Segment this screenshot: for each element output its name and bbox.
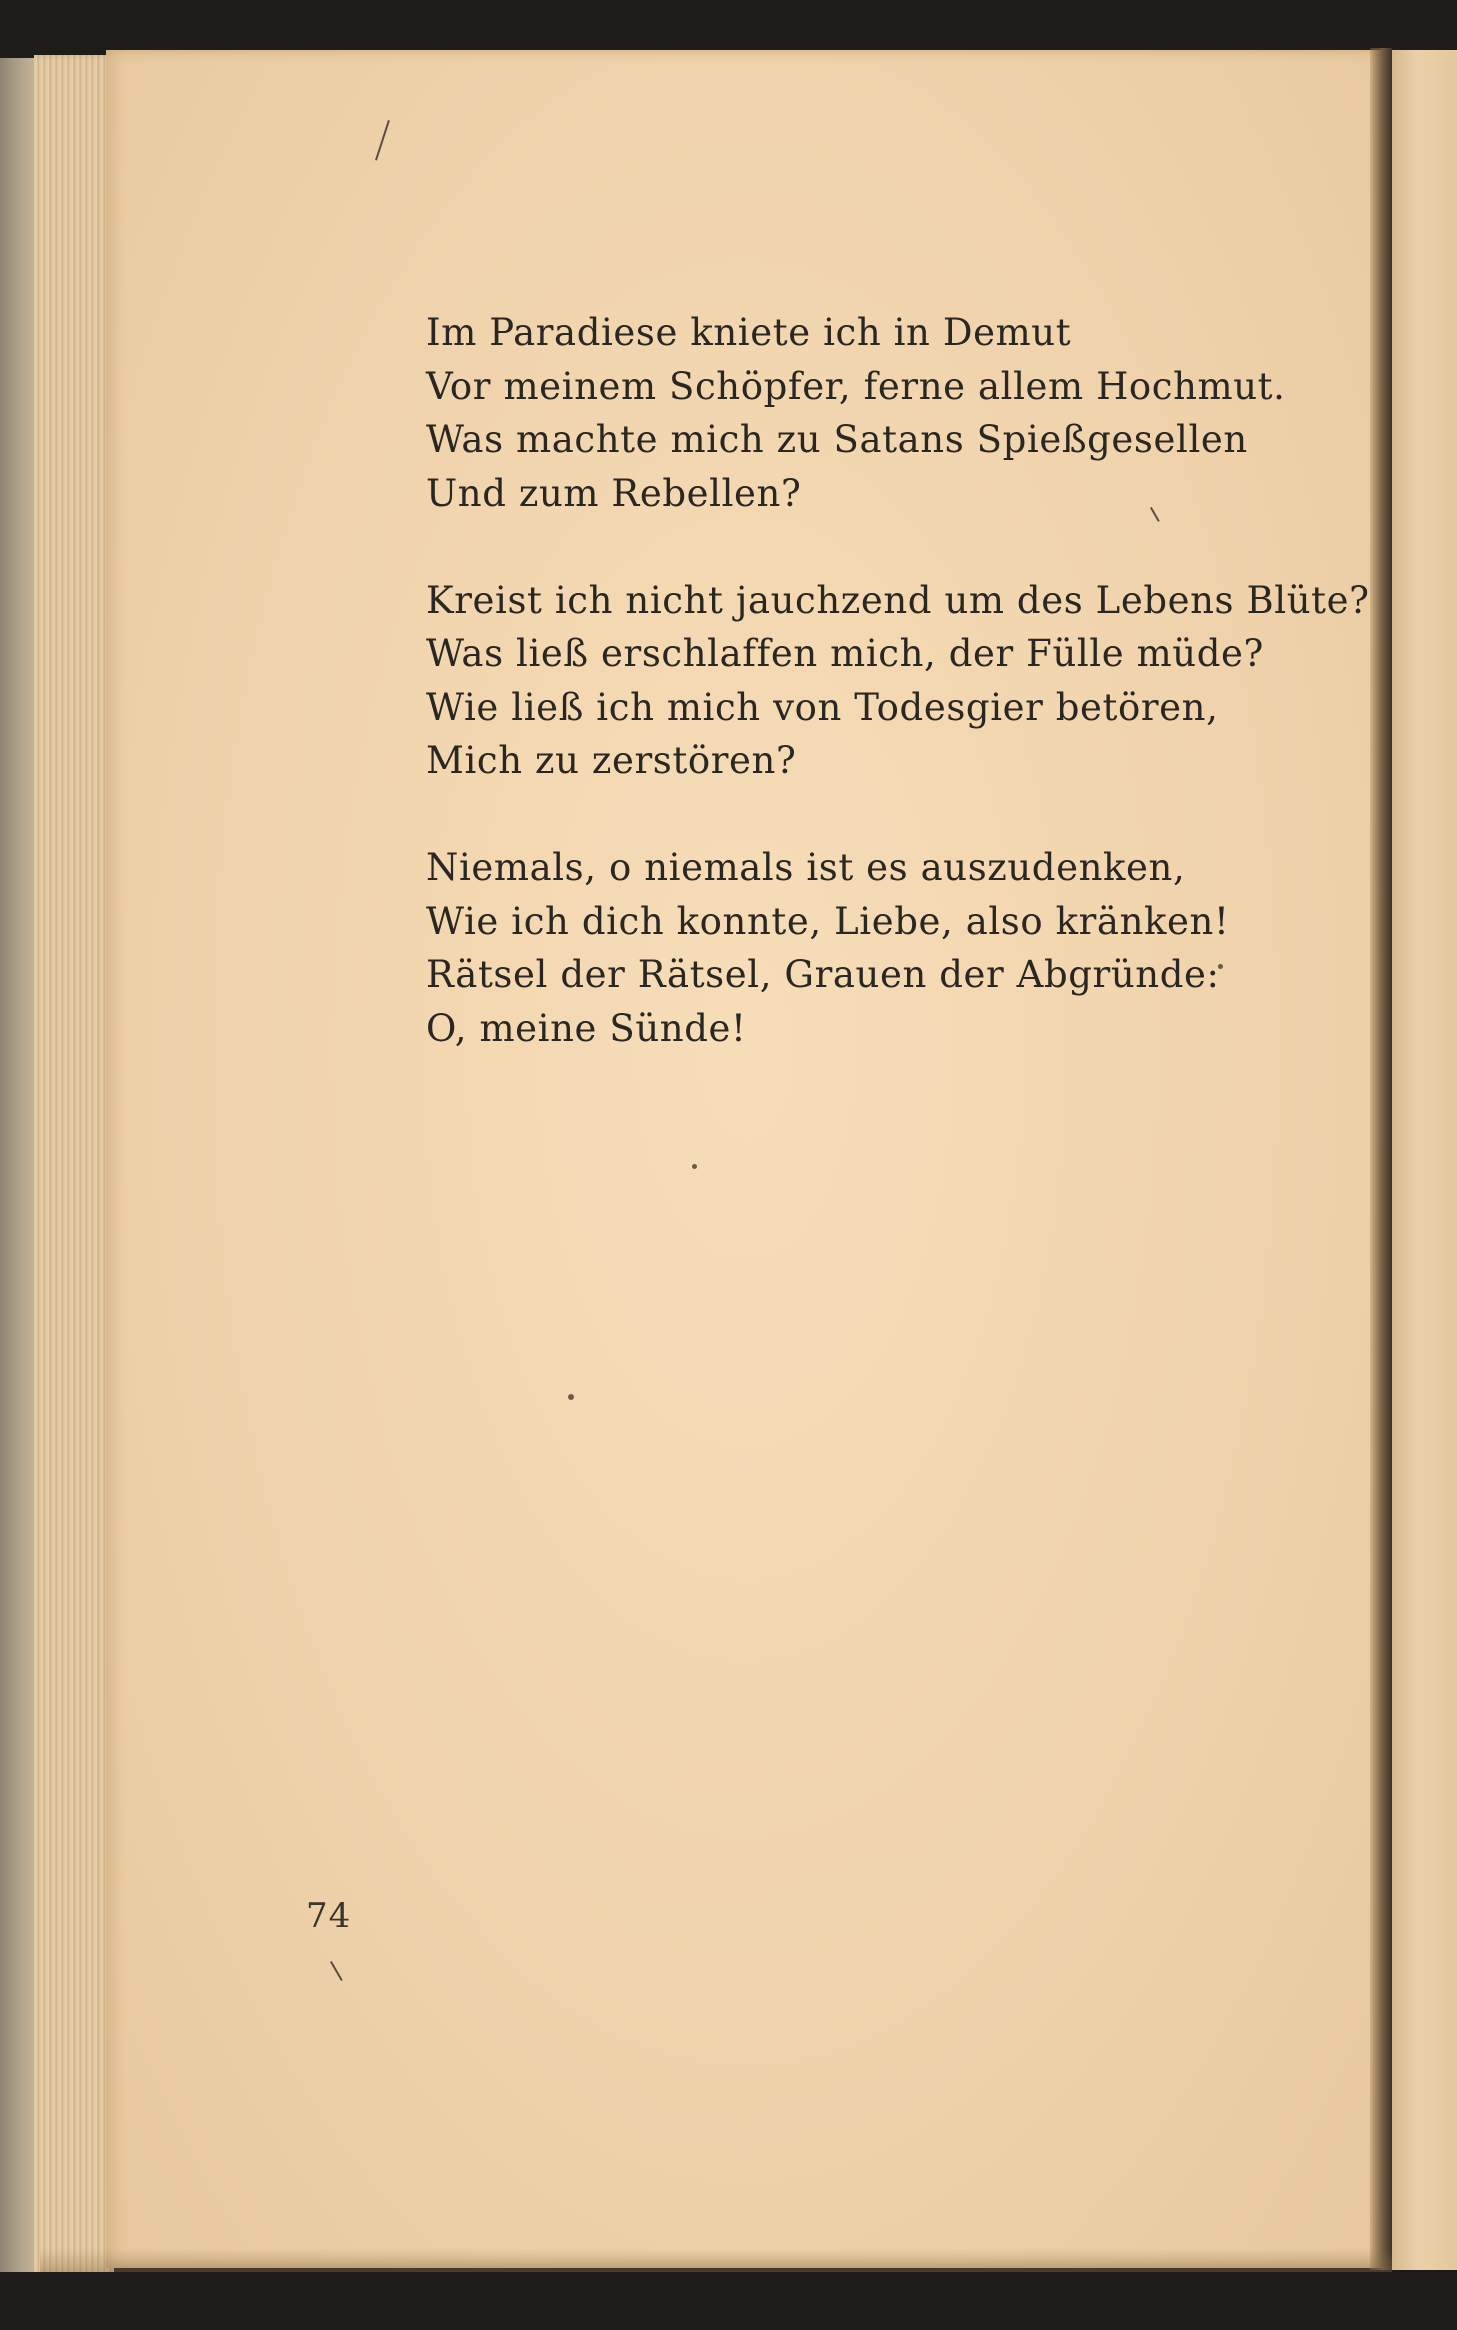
poem-line: Mich zu zerstören?	[426, 739, 797, 782]
scan-background-bottom	[0, 2272, 1457, 2330]
poem-line: Was machte mich zu Satans Spießgesellen	[426, 418, 1248, 461]
page-bottom-shadow	[40, 2248, 1392, 2274]
poem-line: Im Paradiese kniete ich in Demut	[426, 311, 1072, 354]
page-edges	[34, 55, 114, 2275]
poem-line: Vor meinem Schöpfer, ferne allem Hochmut.	[426, 364, 1286, 408]
pencil-mark	[375, 120, 390, 161]
paper-speck	[568, 1394, 574, 1400]
poem-line: Kreist ich nicht jauchzend um des Lebens Blüte?	[426, 578, 1370, 622]
facing-page-edge	[1392, 50, 1457, 2270]
poem	[426, 306, 1370, 1109]
page-number: 74	[306, 1896, 352, 1936]
poem-stanza	[426, 306, 1346, 520]
poem-line: Und zum Rebellen?	[426, 471, 802, 515]
paper-speck	[692, 1164, 697, 1169]
poem-line: Rätsel der Rätsel, Grauen der Abgründe:	[426, 953, 1220, 996]
pencil-mark	[330, 1961, 343, 1981]
book-gutter	[1370, 48, 1392, 2270]
poem-line: Wie ließ ich mich von Todesgier betören,	[426, 685, 1219, 729]
poem-line: Was ließ erschlaffen mich, der Fülle müde?	[426, 632, 1264, 675]
poem-stanza	[426, 841, 1346, 1055]
poem-line: Wie ich dich konnte, Liebe, also kränken!	[426, 899, 1230, 943]
poem-line: O, meine Sünde!	[426, 1006, 747, 1050]
poem-line: Niemals, o niemals ist es auszudenken,	[426, 846, 1186, 889]
poem-stanza	[426, 574, 1370, 788]
